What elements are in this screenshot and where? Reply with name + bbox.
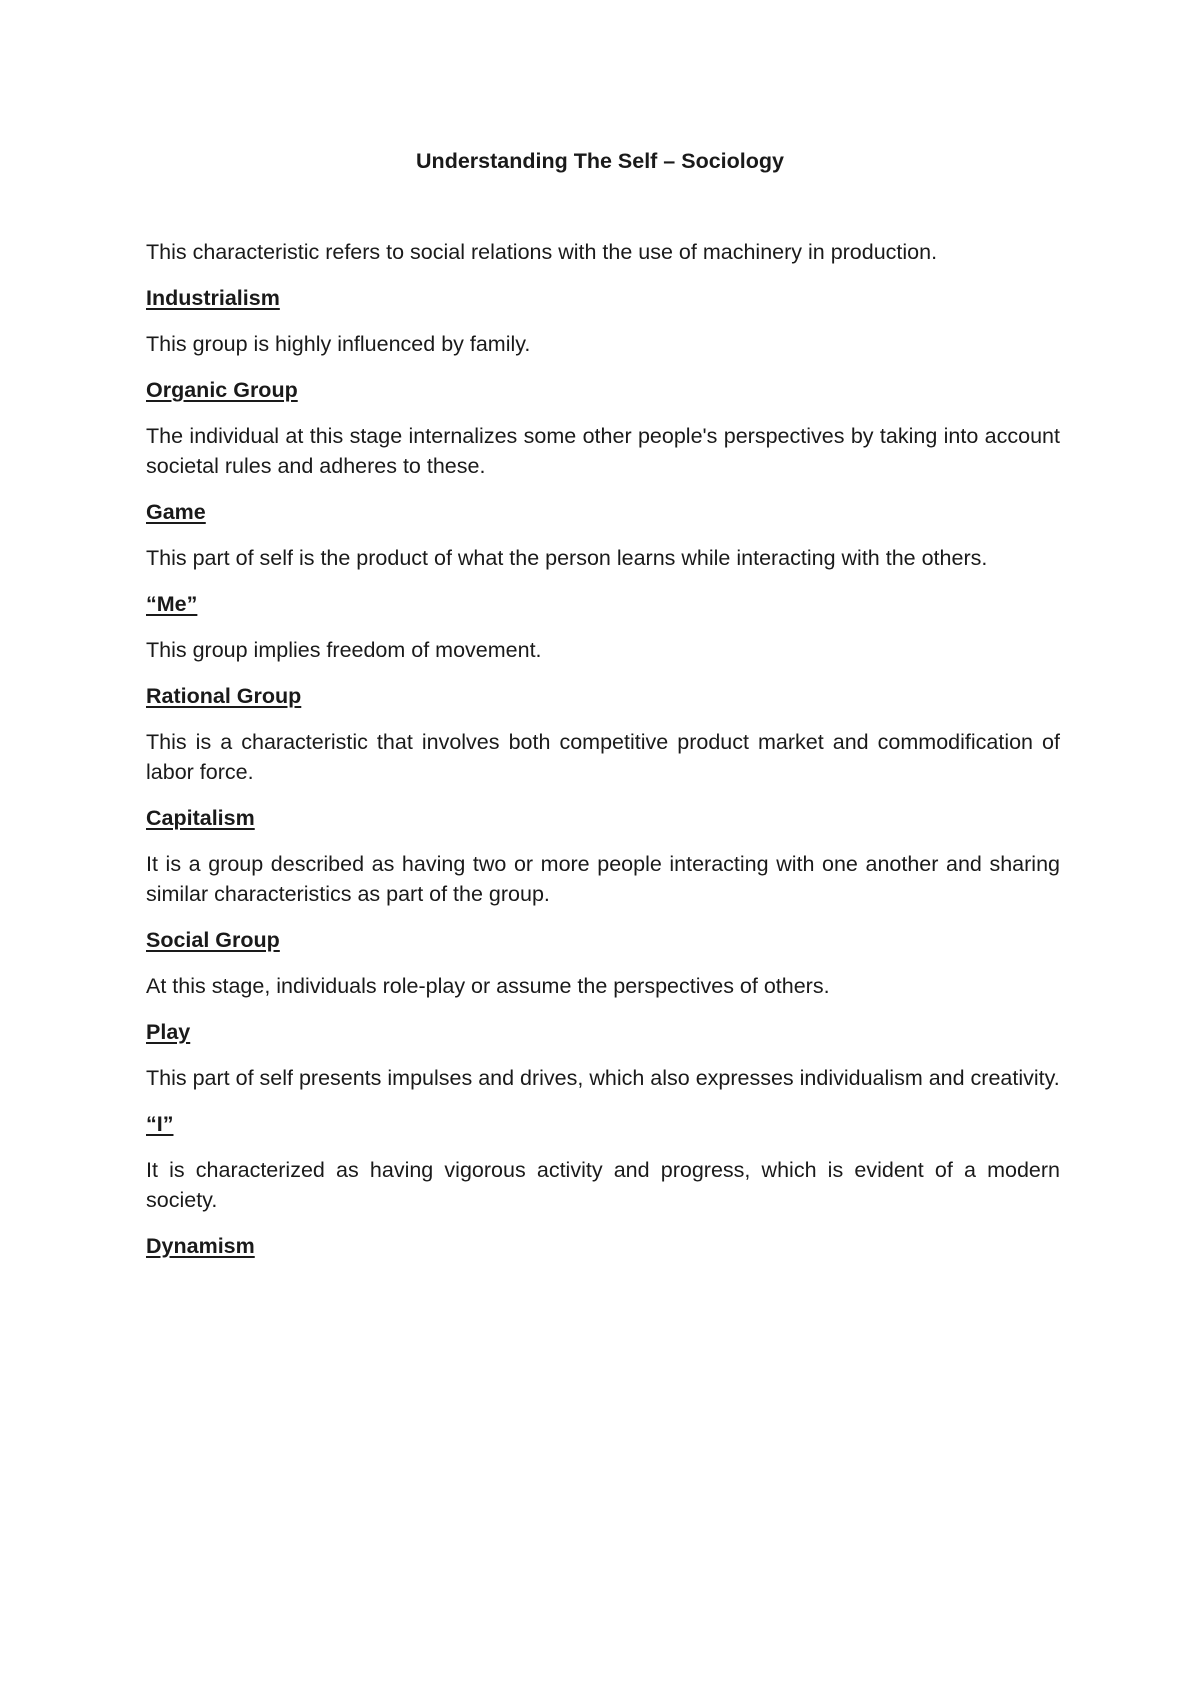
- entry-definition: At this stage, individuals role-play or assume the perspectives of others.: [146, 974, 830, 998]
- entry-term: Social Group: [146, 928, 280, 952]
- entry-term: Game: [146, 500, 206, 524]
- entry-term: Industrialism: [146, 286, 280, 310]
- entry-term: Play: [146, 1020, 191, 1044]
- entry-definition: It is characterized as having vigorous activity and progress, which is evident of a modern society.: [146, 1158, 1060, 1212]
- entry-list: [146, 237, 1060, 1277]
- entry-term: Organic Group: [146, 378, 298, 402]
- entry-definition: It is a group described as having two or more people interacting with one another and sharing similar characteristics as part of the group.: [146, 852, 1060, 906]
- entry-term: Dynamism: [146, 1234, 255, 1258]
- entry-definition: The individual at this stage internalizes some other people's perspectives by taking into account societal rules and adheres to these.: [146, 424, 1060, 478]
- entry-definition: This group is highly influenced by family.: [146, 332, 531, 356]
- document-title: Understanding The Self – Sociology: [416, 149, 784, 173]
- entry-definition: This part of self presents impulses and drives, which also expresses individualism and creativity.: [146, 1066, 1060, 1090]
- entry-definition: This part of self is the product of what the person learns while interacting with the others.: [146, 546, 988, 570]
- entry-definition: This characteristic refers to social relations with the use of machinery in production.: [146, 240, 938, 264]
- entry-term: “Me”: [146, 592, 198, 616]
- entry-definition: This group implies freedom of movement.: [146, 638, 542, 662]
- entry-term: Rational Group: [146, 684, 302, 708]
- entry-term: “I”: [146, 1112, 174, 1136]
- entry-definition: This is a characteristic that involves both competitive product market and commodification of labor force.: [146, 730, 1060, 784]
- entry-term: Capitalism: [146, 806, 255, 830]
